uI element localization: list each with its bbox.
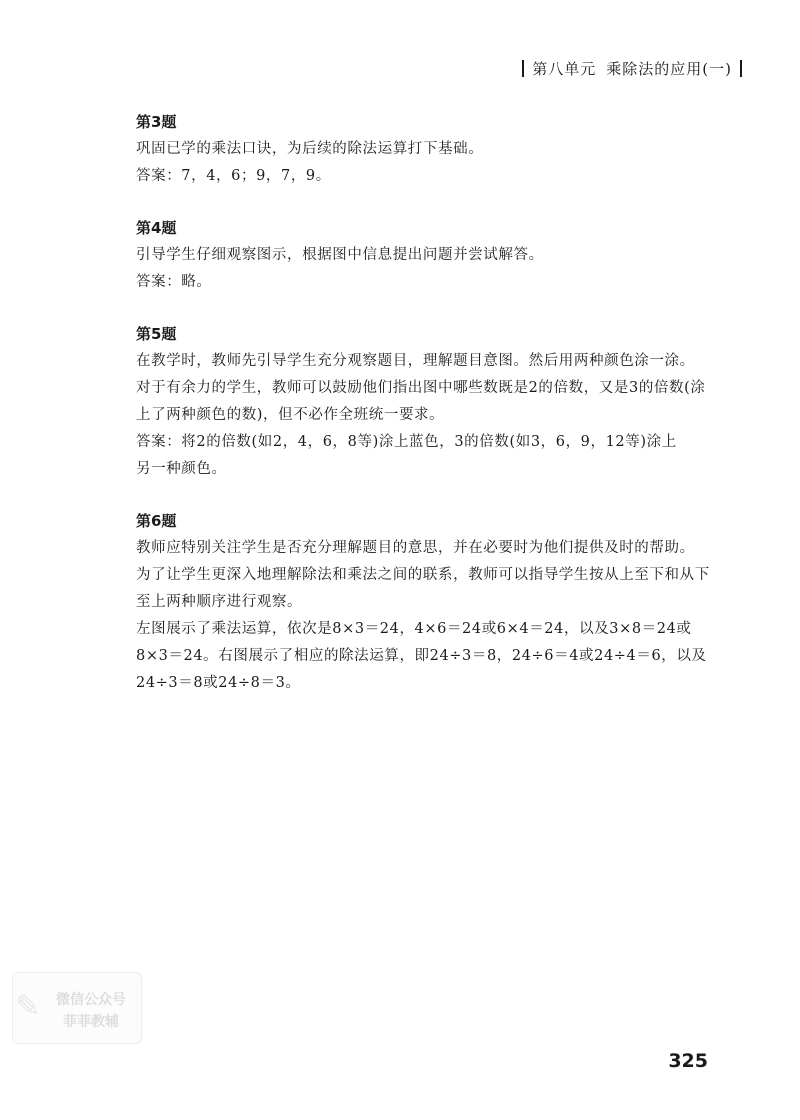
section-title: 第5题 bbox=[136, 325, 177, 343]
paragraph-line: 为了让学生更深入地理解除法和乘法之间的联系，教师可以指导学生按从上至下和从下 bbox=[136, 567, 710, 583]
page-content bbox=[136, 108, 716, 721]
paragraph-line: 在教学时，教师先引导学生充分观察题目，理解题目意图。然后用两种颜色涂一涂。 bbox=[136, 353, 695, 369]
section-title: 第4题 bbox=[136, 219, 177, 237]
page-number: 325 bbox=[668, 1050, 708, 1072]
watermark-line-2: 菲菲教辅 bbox=[63, 1014, 119, 1030]
header-unit: 第八单元 bbox=[532, 60, 597, 78]
paragraph-line: 上了两种颜色的数)，但不必作全班统一要求。 bbox=[136, 407, 445, 423]
section-problem-3 bbox=[136, 108, 716, 190]
section-title: 第3题 bbox=[136, 113, 177, 131]
paragraph-line: 至上两种顺序进行观察。 bbox=[136, 594, 303, 610]
header-right-bar bbox=[740, 60, 742, 77]
paragraph-line: 左图展示了乘法运算，依次是8×3＝24，4×6＝24或6×4＝24，以及3×8＝24或 bbox=[136, 621, 692, 637]
answer-line: 答案：略。 bbox=[136, 274, 212, 290]
answer-line: 答案：将2的倍数(如2，4，6，8等)涂上蓝色，3的倍数(如3，6，9，12等)涂上 bbox=[136, 434, 677, 450]
paragraph-line: 教师应特别关注学生是否充分理解题目的意思，并在必要时为他们提供及时的帮助。 bbox=[136, 540, 695, 556]
paragraph-line: 24÷3＝8或24÷8＝3。 bbox=[136, 675, 301, 691]
header-topic: 乘除法的应用(一) bbox=[606, 60, 732, 78]
header-left-bar bbox=[522, 60, 524, 77]
running-header bbox=[514, 58, 750, 79]
watermark-line-1: 微信公众号 bbox=[56, 992, 126, 1008]
feather-icon: ✎ bbox=[15, 989, 41, 1024]
paragraph-line: 引导学生仔细观察图示，根据图中信息提出问题并尝试解答。 bbox=[136, 247, 544, 263]
section-problem-5 bbox=[136, 320, 716, 483]
section-problem-4 bbox=[136, 214, 716, 296]
section-problem-6 bbox=[136, 507, 716, 697]
paragraph-line: 对于有余力的学生，教师可以鼓励他们指出图中哪些数既是2的倍数，又是3的倍数(涂 bbox=[136, 380, 706, 396]
answer-line: 另一种颜色。 bbox=[136, 461, 227, 477]
answer-line: 答案：7，4，6；9，7，9。 bbox=[136, 168, 331, 184]
section-title: 第6题 bbox=[136, 512, 177, 530]
watermark bbox=[12, 972, 142, 1044]
paragraph-line: 巩固已学的乘法口诀，为后续的除法运算打下基础。 bbox=[136, 141, 484, 157]
paragraph-line: 8×3＝24。右图展示了相应的除法运算，即24÷3＝8，24÷6＝4或24÷4＝6，以及 bbox=[136, 648, 707, 664]
